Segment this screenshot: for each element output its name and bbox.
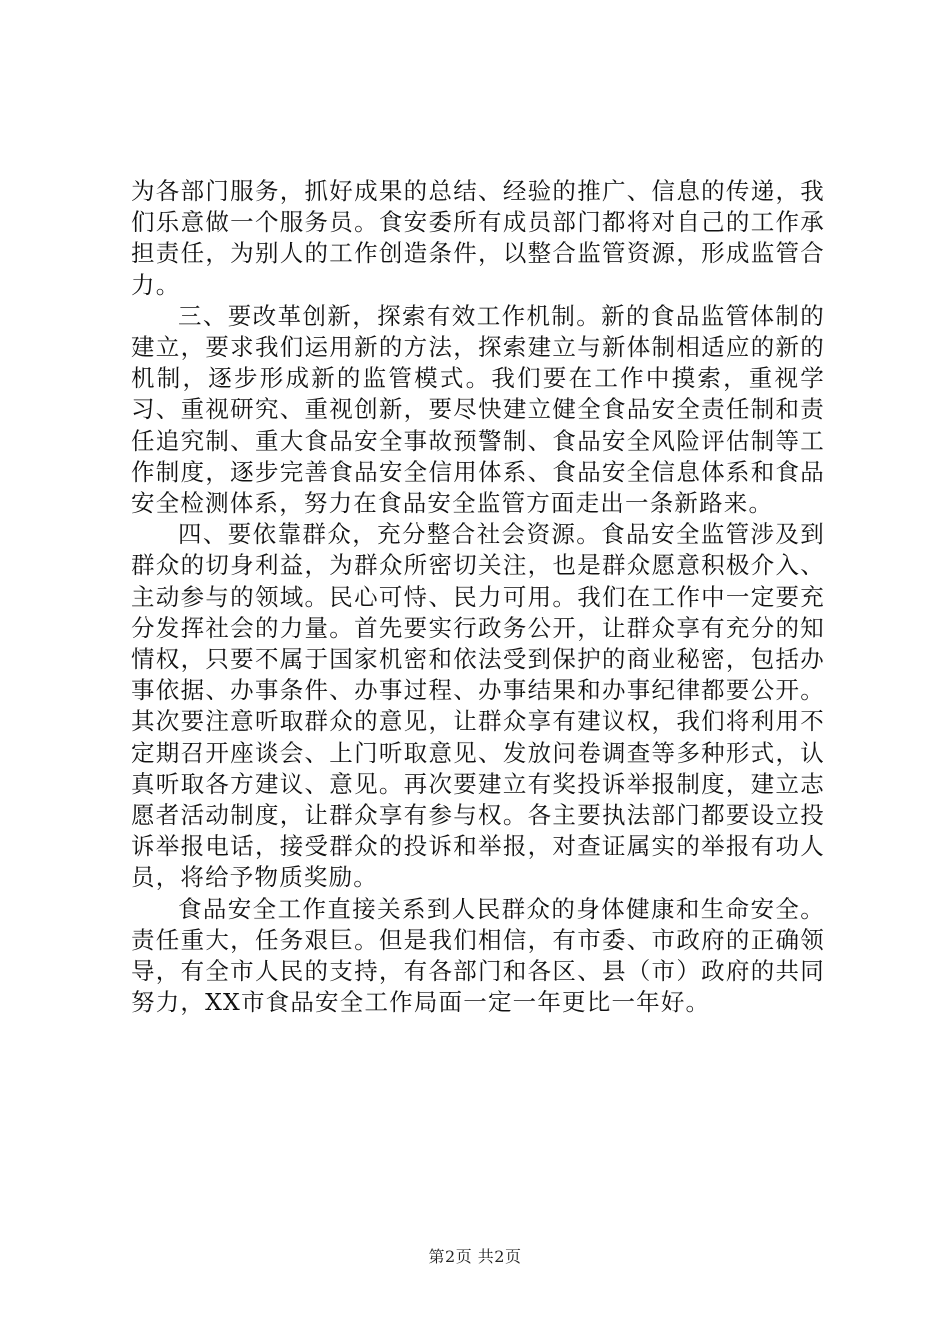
document-body (131, 176, 825, 1018)
page-number-footer: 第2页 共2页 (428, 1247, 522, 1266)
paragraph-continuation: 为各部门服务，抓好成果的总结、经验的推广、信息的传递，我们乐意做一个服务员。食安委所有成员部门都将对自己的工作承担责任，为别人的工作创造条件，以整合监管资源，形成监管合力。 (131, 177, 825, 299)
paragraph-section-four: 四、要依靠群众，充分整合社会资源。食品安全监管涉及到群众的切身利益，为群众所密切关注，也是群众愿意积极介入、主动参与的领域。民心可恃、民力可用。我们在工作中一定要充分发挥社会的力量。首先要实行政务公开，让群众享有充分的知情权，只要不属于国家机密和依法受到保护的商业秘密，包括办事依据、办事条件、办事过程、办事结果和办事纪律都要公开。其次要注意听取群众的意见，让群众享有建议权，我们将利用不定期召开座谈会、上门听取意见、发放问卷调查等多种形式，认真听取各方建议、意见。再次要建立有奖投诉举报制度，建立志愿者活动制度，让群众享有参与权。各主要执法部门都要设立投诉举报电话，接受群众的投诉和举报，对查证属实的举报有功人员，将给予物质奖励。 (131, 520, 825, 892)
paragraph-section-three: 三、要改革创新，探索有效工作机制。新的食品监管体制的建立，要求我们运用新的方法，探索建立与新体制相适应的新的机制，逐步形成新的监管模式。我们要在工作中摸索，重视学习、重视研究、重视创新，要尽快建立健全食品安全责任制和责任追究制、重大食品安全事故预警制、食品安全风险评估制等工作制度，逐步完善食品安全信用体系、食品安全信息体系和食品安全检测体系，努力在食品安全监管方面走出一条新路来。 (131, 301, 825, 518)
paragraph-conclusion: 食品安全工作直接关系到人民群众的身体健康和生命安全。责任重大，任务艰巨。但是我们相信，有市委、市政府的正确领导，有全市人民的支持，有各部门和各区、县（市）政府的共同努力，XX市食品安全工作局面一定一年更比一年好。 (131, 894, 825, 1017)
